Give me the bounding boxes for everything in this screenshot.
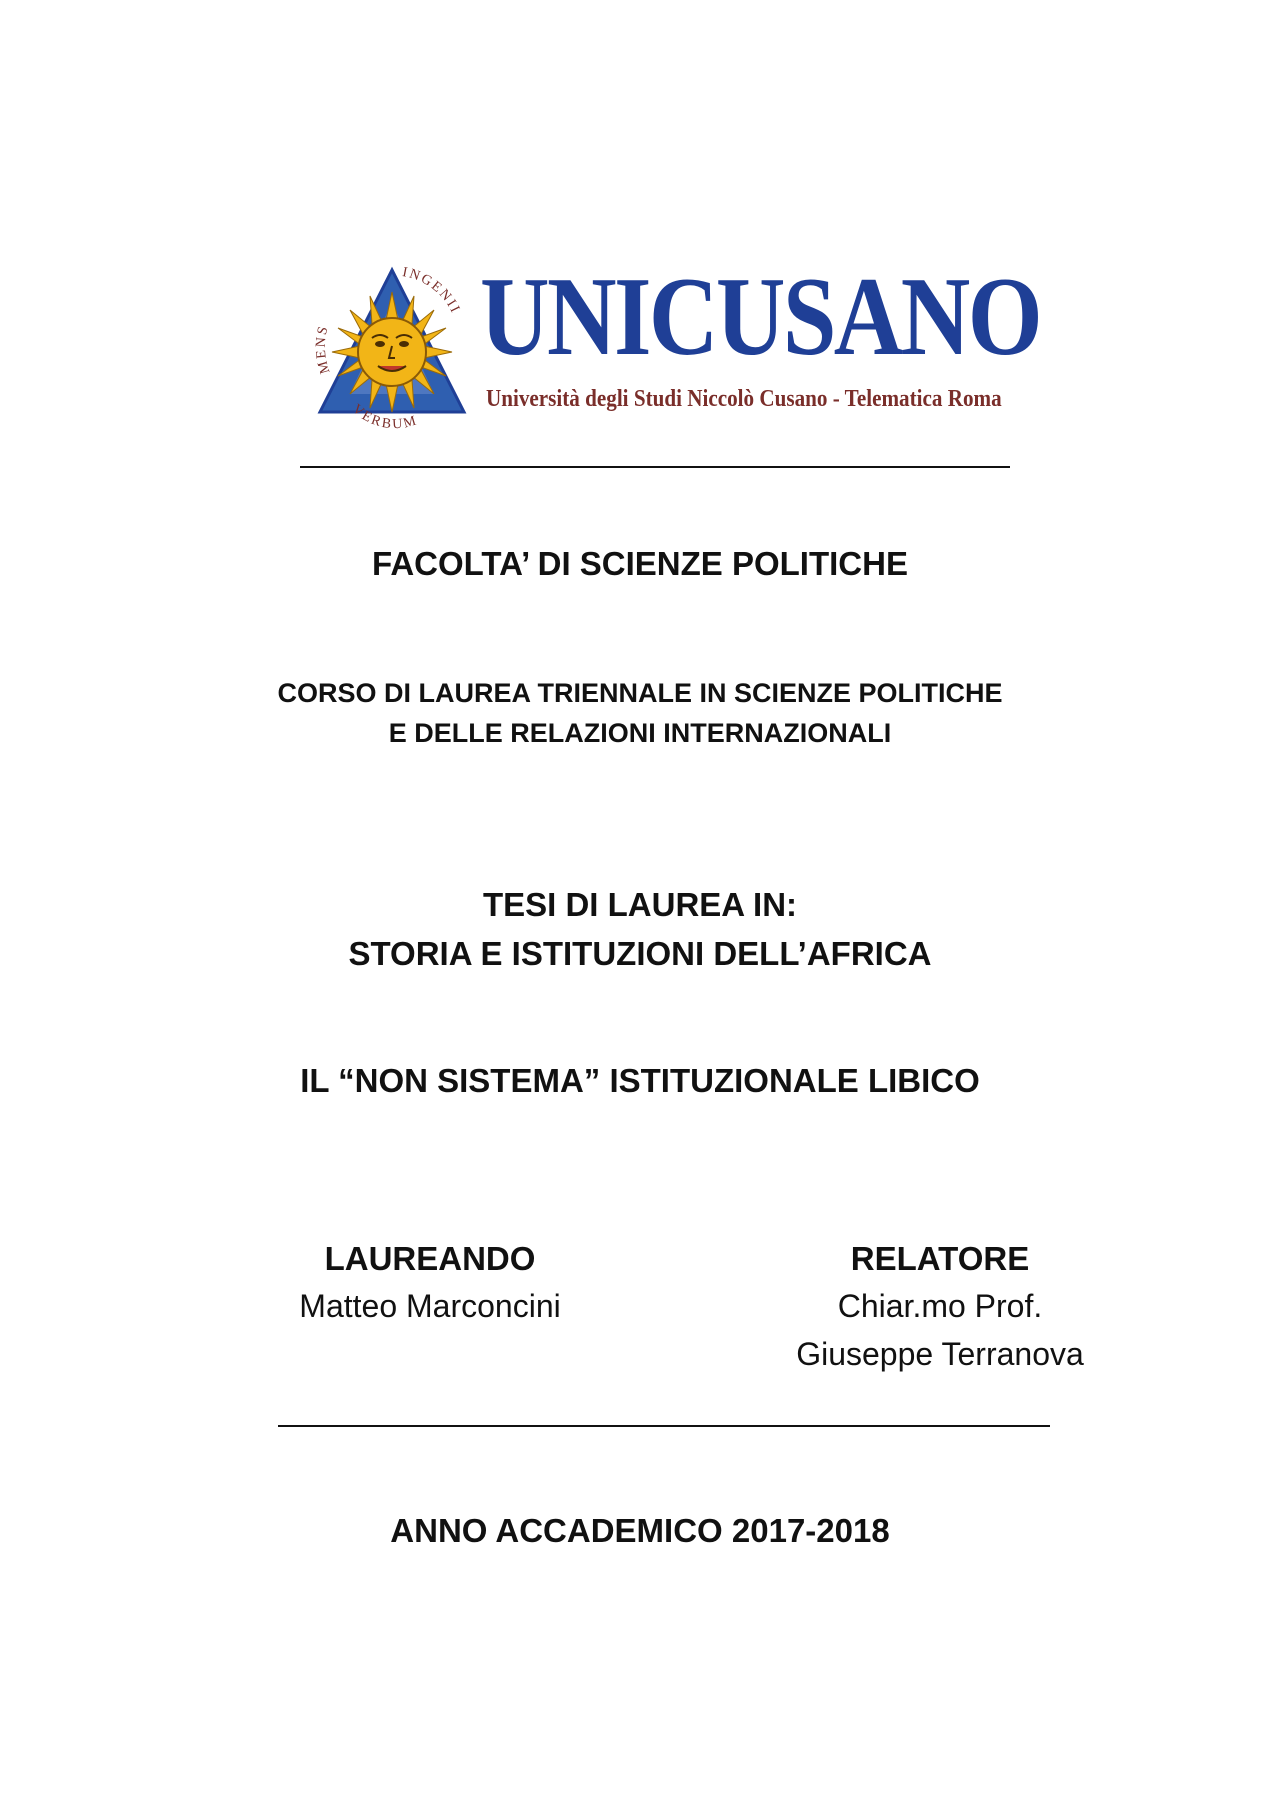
- svg-text:INGENII: INGENII: [401, 265, 463, 317]
- thesis-subject: [0, 880, 1280, 978]
- course-line-1: CORSO DI LAUREA TRIENNALE IN SCIENZE POLITICHE: [277, 678, 1003, 708]
- supervisor-block: [750, 1240, 1130, 1378]
- supervisor-label: RELATORE: [850, 1240, 1030, 1277]
- svg-text:MENS: MENS: [313, 323, 334, 376]
- thesis-title: IL “NON SISTEMA” ISTITUZIONALE LIBICO: [300, 1062, 980, 1099]
- thesis-line-1: TESI DI LAUREA IN:: [482, 886, 798, 923]
- svg-text:VERBUM: VERBUM: [349, 401, 420, 432]
- bottom-divider: [278, 1425, 1050, 1427]
- thesis-line-2: STORIA E ISTITUZIONI DELL’AFRICA: [348, 935, 932, 972]
- candidate-label: LAUREANDO: [324, 1240, 536, 1277]
- course-line-2: E DELLE RELAZIONI INTERNAZIONALI: [388, 718, 892, 748]
- logo-subtitle: Università degli Studi Niccolò Cusano - Telematica Roma: [486, 386, 1002, 412]
- university-seal: [310, 262, 475, 432]
- academic-year: ANNO ACCADEMICO 2017-2018: [390, 1512, 890, 1549]
- supervisor-title: Chiar.mo Prof.: [837, 1288, 1043, 1324]
- candidate-block: [250, 1240, 610, 1330]
- top-divider: [300, 466, 1010, 468]
- candidate-name: Matteo Marconcini: [299, 1288, 561, 1324]
- faculty-heading: FACOLTA’ DI SCIENZE POLITICHE: [372, 545, 908, 582]
- logo-wordmark: UNICUSANO: [480, 255, 1041, 379]
- supervisor-name: Giuseppe Terranova: [796, 1336, 1084, 1372]
- course-heading: [0, 673, 1280, 753]
- university-logo: [310, 255, 1041, 432]
